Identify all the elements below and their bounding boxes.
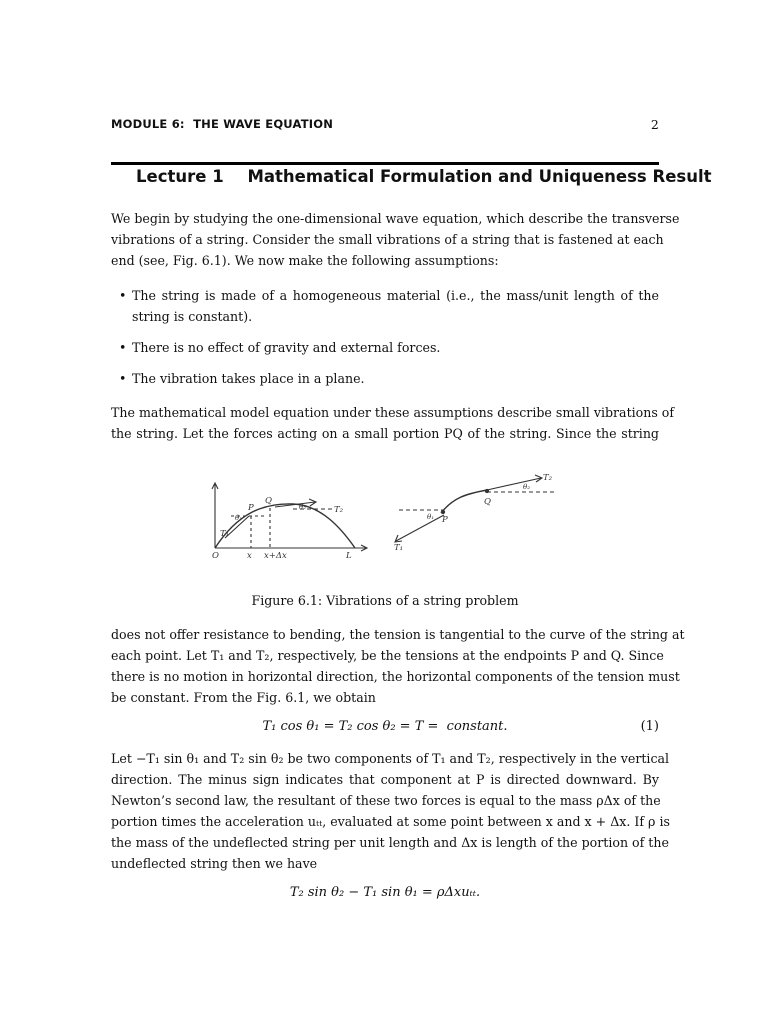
label-theta2: θ₂ <box>523 483 531 491</box>
tension-paragraph <box>111 624 685 708</box>
lecture-number: Lecture 1 <box>136 167 224 186</box>
label-theta1: θ₁ <box>235 514 243 522</box>
tension-t2-arrow <box>487 478 541 490</box>
text-line: undeflected string then we have <box>111 856 318 871</box>
bullet-icon: • <box>119 340 127 355</box>
string-vibration-figure <box>203 458 569 570</box>
page-number: 2 <box>650 117 659 132</box>
label-L: L <box>346 551 352 561</box>
label-Q: Q <box>265 496 272 506</box>
label-T1: T₁ <box>220 529 230 539</box>
lecture-heading <box>136 167 712 186</box>
label-T2: T₂ <box>543 473 553 483</box>
text-line: There is no effect of gravity and external forces. <box>132 340 441 355</box>
text-line: be constant. From the Fig. 6.1, we obtain <box>111 690 376 705</box>
text-line: We begin by studying the one-dimensional wave equation, which describe the transverse <box>111 211 680 226</box>
equation-2 <box>111 885 659 900</box>
list-item <box>119 368 659 389</box>
point-P-marker <box>441 510 444 513</box>
right-diagram <box>394 473 555 553</box>
text-line: The mathematical model equation under these assumptions describe small vibrations of <box>111 405 675 420</box>
text-line: string is constant). <box>132 309 253 324</box>
label-x-dx: x+Δx <box>264 551 287 561</box>
intro-paragraph <box>111 208 680 271</box>
label-Q: Q <box>484 497 491 507</box>
equation-1-number: (1) <box>640 719 659 734</box>
bullet-icon: • <box>119 371 127 386</box>
label-theta1: θ₁ <box>427 513 435 521</box>
model-paragraph <box>111 402 675 444</box>
text-line: Let −T₁ sin θ₁ and T₂ sin θ₂ be two components of T₁ and T₂, respectively in the vertical <box>111 751 670 766</box>
point-Q-marker <box>485 489 488 492</box>
label-P: P <box>248 503 254 513</box>
text-line: the mass of the undeflected string per unit length and Δx is length of the portion of the <box>111 835 669 850</box>
lecture-title: Mathematical Formulation and Uniqueness Result <box>247 167 712 186</box>
label-theta2: θ₂ <box>299 503 307 511</box>
text-line: the string. Let the forces acting on a small portion PQ of the string. Since the string <box>111 426 659 441</box>
string-segment <box>441 490 487 513</box>
newton-paragraph <box>111 748 670 874</box>
text-line: The string is made of a homogeneous material (i.e., the mass/unit length of the <box>132 288 659 303</box>
list-item <box>119 337 659 358</box>
figure-caption: Figure 6.1: Vibrations of a string problem <box>251 593 519 608</box>
text-line: does not offer resistance to bending, the tension is tangential to the curve of the string at <box>111 627 685 642</box>
running-head-text: MODULE 6: THE WAVE EQUATION <box>111 117 334 131</box>
text-line: portion times the acceleration uₜₜ, evaluated at some point between x and x + Δx. If ρ is <box>111 814 670 829</box>
label-origin: O <box>212 551 219 561</box>
tension-t1-arrow <box>396 515 444 541</box>
left-diagram <box>212 483 367 561</box>
text-line: each point. Let T₁ and T₂, respectively, be the tensions at the endpoints P and Q. Since <box>111 648 664 663</box>
text-line: direction. The minus sign indicates that component at P is directed downward. By <box>111 772 659 787</box>
text-line: The vibration takes place in a plane. <box>132 371 365 386</box>
running-head <box>111 117 659 131</box>
label-T2: T₂ <box>334 505 344 515</box>
text-line: Newton’s second law, the resultant of these two forces is equal to the mass ρΔx of the <box>111 793 661 808</box>
text-line: end (see, Fig. 6.1). We now make the following assumptions: <box>111 253 499 268</box>
label-T1: T₁ <box>394 543 404 553</box>
bullet-icon: • <box>119 288 127 303</box>
label-x: x <box>247 551 252 561</box>
text-line: vibrations of a string. Consider the small vibrations of a string that is fastened at each <box>111 232 664 247</box>
text-line: there is no motion in horizontal direction, the horizontal components of the tension must <box>111 669 680 684</box>
equation-1-text: T₁ cos θ₁ = T₂ cos θ₂ = T = constant. <box>262 719 508 734</box>
equation-2-text: T₂ sin θ₂ − T₁ sin θ₁ = ρΔxuₜₜ. <box>289 885 481 900</box>
label-P: P <box>442 515 448 525</box>
equation-1 <box>111 719 659 734</box>
list-item <box>119 285 659 327</box>
title-rule <box>111 162 659 165</box>
